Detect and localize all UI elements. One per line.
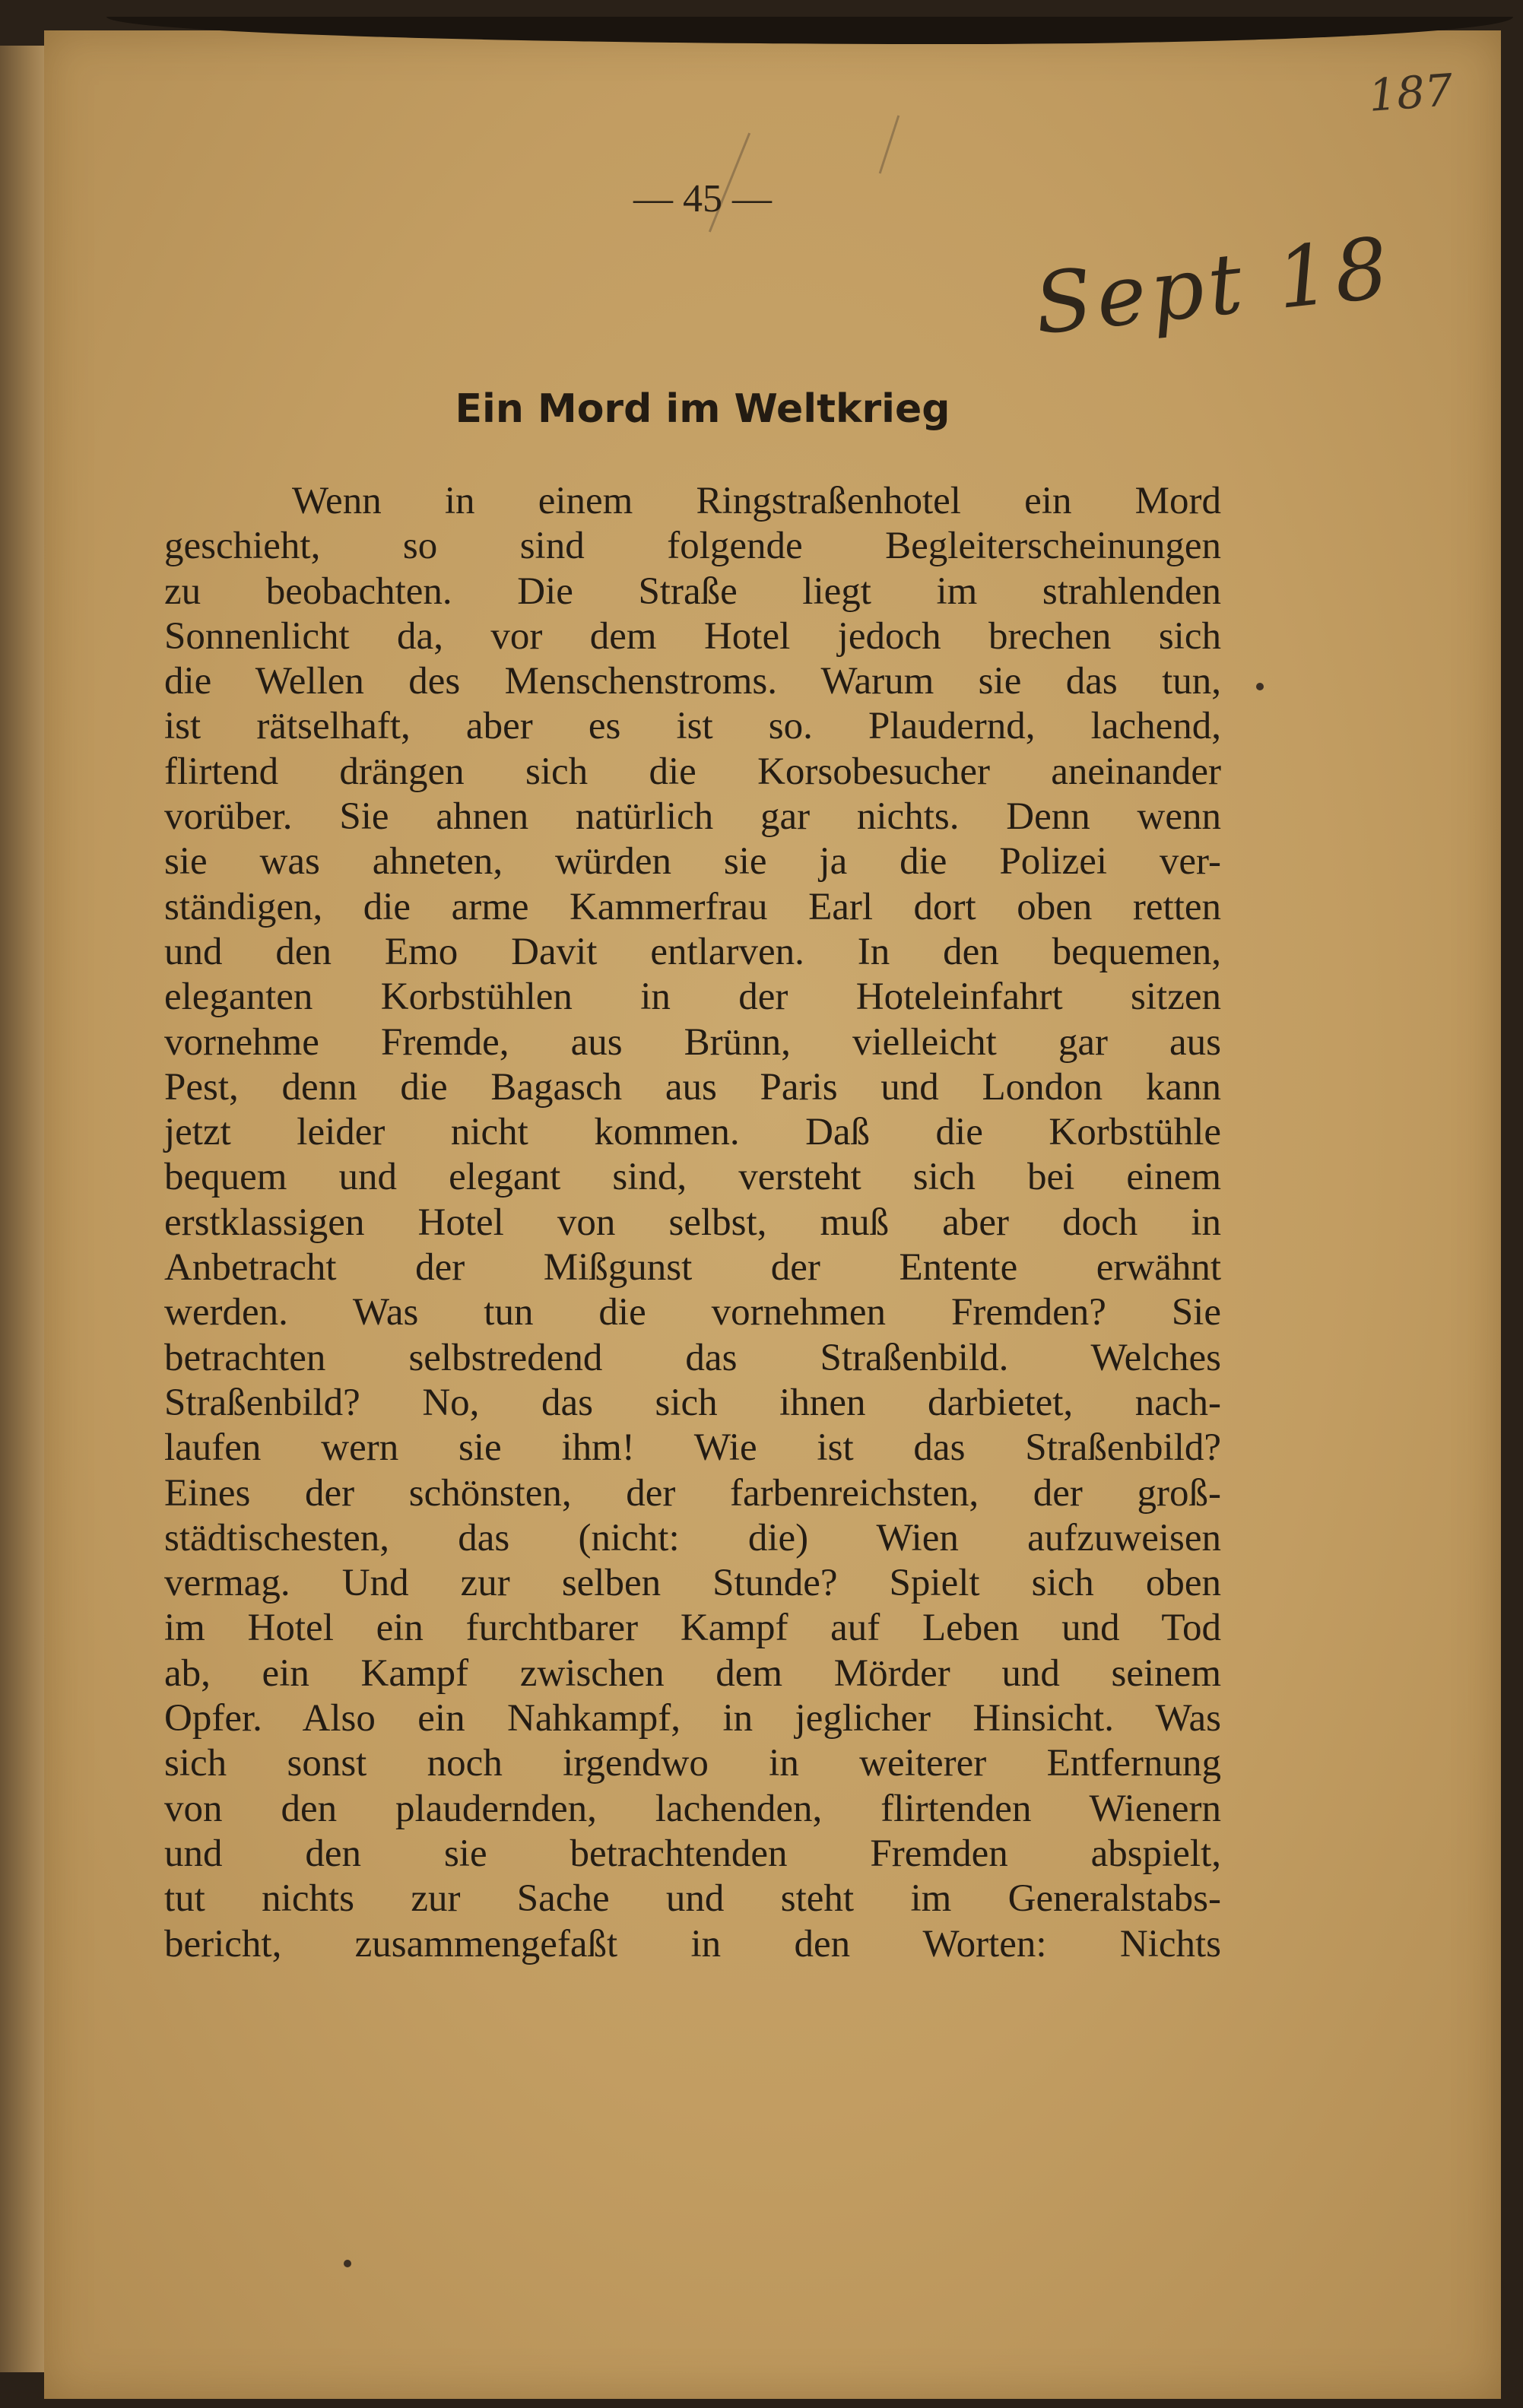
body-line: erstklassigen Hotel von selbst, muß aber doch in bbox=[164, 1201, 1221, 1244]
body-line: vorüber. Sie ahnen natürlich gar nichts. Denn wenn bbox=[164, 795, 1221, 839]
body-line: flirtend drängen sich die Korsobesucher aneinander bbox=[164, 750, 1221, 793]
body-line: eleganten Korbstühlen in der Hoteleinfahrt sitzen bbox=[164, 976, 1221, 1019]
body-line: betrachten selbstredend das Straßenbild. Welches bbox=[164, 1336, 1221, 1379]
body-line: vornehme Fremde, aus Brünn, vielleicht gar aus bbox=[164, 1020, 1221, 1064]
body-line: tut nichts zur Sache und steht im Generalstabs- bbox=[164, 1877, 1221, 1921]
ink-dot bbox=[1256, 683, 1264, 690]
article-title: Ein Mord im Weltkrieg bbox=[455, 386, 950, 432]
body-line: im Hotel ein furchtbarer Kampf auf Leben und Tod bbox=[164, 1607, 1221, 1650]
body-line: ständigen, die arme Kammerfrau Earl dort oben retten bbox=[164, 885, 1221, 928]
body-line: und den Emo Davit entlarven. In den bequemen, bbox=[164, 930, 1221, 973]
body-line: vermag. Und zur selben Stunde? Spielt sich oben bbox=[164, 1562, 1221, 1605]
body-line: die Wellen des Menschenstroms. Warum sie das tun, bbox=[164, 660, 1221, 703]
body-line: Straßenbild? No, das sich ihnen darbietet, nach- bbox=[164, 1381, 1221, 1424]
body-line: Sonnenlicht da, vor dem Hotel jedoch brechen sich bbox=[164, 614, 1221, 658]
page-number: — 45 — bbox=[633, 177, 772, 220]
body-line: jetzt leider nicht kommen. Daß die Korbstühle bbox=[164, 1111, 1221, 1154]
body-line: von den plaudernden, lachenden, flirtenden Wienern bbox=[164, 1787, 1221, 1830]
body-line: sich sonst noch irgendwo in weiterer Entfernung bbox=[164, 1742, 1221, 1785]
body-line: Anbetracht der Mißgunst der Entente erwähnt bbox=[164, 1246, 1221, 1290]
body-line: werden. Was tun die vornehmen Fremden? Sie bbox=[164, 1291, 1221, 1334]
body-line: Opfer. Also ein Nahkampf, in jeglicher Hinsicht. Was bbox=[164, 1697, 1221, 1740]
body-line: ab, ein Kampf zwischen dem Mörder und seinem bbox=[164, 1651, 1221, 1695]
body-line: Wenn in einem Ringstraßenhotel ein Mord bbox=[292, 480, 1221, 522]
body-line: laufen wern sie ihm! Wie ist das Straßenbild? bbox=[164, 1426, 1221, 1470]
body-line: Pest, denn die Bagasch aus Paris und London kann bbox=[164, 1065, 1221, 1109]
body-line: bericht, zusammengefaßt in den Worten: Nichts bbox=[164, 1922, 1221, 1965]
body-line: zu beobachten. Die Straße liegt im strahlenden bbox=[164, 569, 1221, 613]
body-line: städtischesten, das (nicht: die) Wien aufzuweisen bbox=[164, 1516, 1221, 1559]
body-line: Eines der schönsten, der farbenreichsten, der groß- bbox=[164, 1471, 1221, 1515]
body-line: ist rätselhaft, aber es ist so. Plaudernd, lachend, bbox=[164, 705, 1221, 748]
body-line: sie was ahneten, würden sie ja die Polizei ver- bbox=[164, 840, 1221, 884]
body-line: und den sie betrachtenden Fremden abspielt, bbox=[164, 1832, 1221, 1875]
archive-number: 187 bbox=[1366, 64, 1455, 122]
article-body bbox=[164, 479, 1221, 1967]
body-line: bequem und elegant sind, versteht sich bei einem bbox=[164, 1156, 1221, 1199]
handwritten-note: Sept 18 bbox=[1030, 218, 1398, 354]
ink-dot bbox=[344, 2260, 351, 2267]
body-line: geschieht, so sind folgende Begleiterscheinungen bbox=[164, 525, 1221, 568]
